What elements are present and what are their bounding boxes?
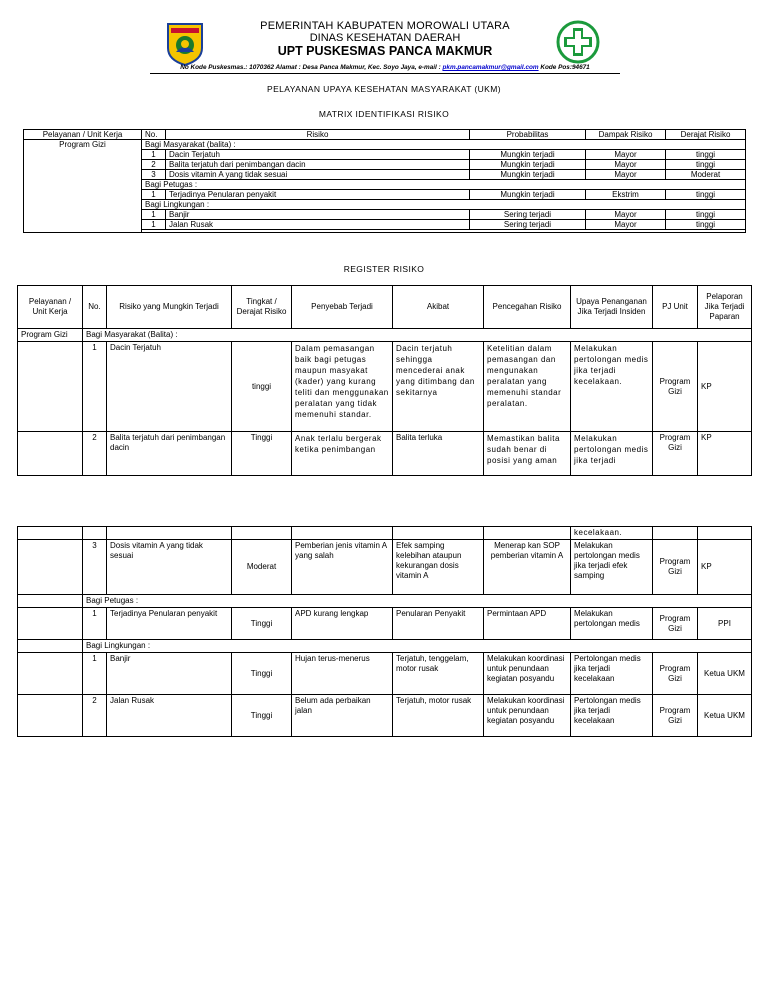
register-table xyxy=(17,285,752,476)
left-logo xyxy=(165,18,205,66)
table-row: 3 Dosis vitamin A yang tidak sesuai Mungkin terjadi Mayor Moderat xyxy=(24,170,746,180)
table-row: 1 Jalan Rusak Sering terjadi Mayor tinggi xyxy=(24,220,746,230)
matrix-title: MATRIX IDENTIFIKASI RISIKO xyxy=(318,109,450,119)
group-label: Bagi Lingkungan : xyxy=(142,200,746,210)
matrix-header-row: Pelayanan / Unit Kerja No. Risiko Probabilitas Dampak Risiko Derajat Risiko xyxy=(24,130,746,140)
table-row: 1 Terjadinya Penularan penyakit Tinggi APD kurang lengkap Penularan Penyakit Permintaan APD Melakukan pertolongan medis Program Gizi PPI xyxy=(18,608,752,640)
table-row: Program Gizi Bagi Masyarakat (Balita) : xyxy=(18,329,752,342)
table-row: 1 Dacin Terjatuh Mungkin terjadi Mayor tinggi xyxy=(24,150,746,160)
table-row: 3 Dosis vitamin A yang tidak sesuai Moderat Pemberian jenis vitamin A yang salah Efek samping kelebihan ataupun kekurangan dosis vitamin A Menerap kan SOP pemberian vitamin A Melakukan pertolongan medis jika terjadi efek samping Program Gizi KP xyxy=(18,540,752,595)
table-row: 1 Dacin Terjatuh tinggi Dalam pemasangan baik bagi petugas maupun masyakat (kader) yang kurang teliti dan menggunakan peralatan yang tidak memenuhi standar. Dacin terjatuh sehingga mencederai anak yang ditimbang dan sekitarnya Ketelitian dalam pemasangan dan mengunakan peralatan yang memenuhi standar peralatan. Melakukan pertolongan medis jika terjadi kecelakaan. Program Gizi KP xyxy=(18,342,752,432)
table-row: Bagi Lingkungan : xyxy=(18,640,752,653)
table-row: kecelakaan. xyxy=(18,527,752,540)
header-rule xyxy=(150,73,620,74)
section-title: PELAYANAN UPAYA KESEHATAN MASYARAKAT (UKM) xyxy=(267,84,501,94)
table-row: 2 Balita terjatuh dari penimbangan dacin Mungkin terjadi Mayor tinggi xyxy=(24,160,746,170)
group-label: Bagi Masyarakat (balita) : xyxy=(142,140,746,150)
table-row: Bagi Petugas : xyxy=(18,595,752,608)
header-line1: PEMERINTAH KABUPATEN MOROWALI UTARA xyxy=(260,20,510,32)
table-row: 1 Banjir Tinggi Hujan terus-menerus Terjatuh, tenggelam, motor rusak Melakukan koordinasi untuk penundaan kegiatan posyandu Pertolongan medis jika terjadi kecelakaan Program Gizi Ketua UKM xyxy=(18,653,752,695)
group-label: Bagi Petugas : xyxy=(142,180,746,190)
email-link[interactable]: pkm.pancamakmur@gmail.com xyxy=(442,64,539,71)
table-row: 2 Jalan Rusak Tinggi Belum ada perbaikan jalan Terjatuh, motor rusak Melakukan koordinasi untuk penundaan kegiatan posyandu Pertolongan medis jika terjadi kecelakaan Program Gizi Ketua UKM xyxy=(18,695,752,737)
table-row xyxy=(24,140,746,150)
header-line2: DINAS KESEHATAN DAERAH xyxy=(309,32,461,44)
table-row: 2 Balita terjatuh dari penimbangan dacin Tinggi Anak terlalu bergerak ketika penimbangan Balita terluka Memastikan balita sudah benar di posisi yang aman Melakukan pertolongan medis jika terjadi Program Gizi KP xyxy=(18,432,752,476)
register-table-continued xyxy=(17,526,752,737)
table-row: 1 Banjir Sering terjadi Mayor tinggi xyxy=(24,210,746,220)
table-row: 1 Terjadinya Penularan penyakit Mungkin terjadi Ekstrim tinggi xyxy=(24,190,746,200)
header-address: No Kode Puskesmas.: 1070362 Alamat : Desa Panca Makmur, Kec. Soyo Jaya, e-mail : pkm.pancamakmur@gmail.com Kode Pos:94671 xyxy=(180,64,590,71)
matrix-table xyxy=(23,129,746,233)
register-title: REGISTER RISIKO xyxy=(343,264,425,274)
matrix-unit: Program Gizi xyxy=(24,140,142,233)
header-line3: UPT PUSKESMAS PANCA MAKMUR xyxy=(277,44,493,58)
register-header-row: Pelayanan / Unit Kerja No. Risiko yang Mungkin Terjadi Tingkat / Derajat Risiko Penyebab Terjadi Akibat Pencegahan Risiko Upaya Penanganan Jika Terjadi Insiden PJ Unit Pelaporan Jika Terjadi Paparan xyxy=(18,286,752,329)
